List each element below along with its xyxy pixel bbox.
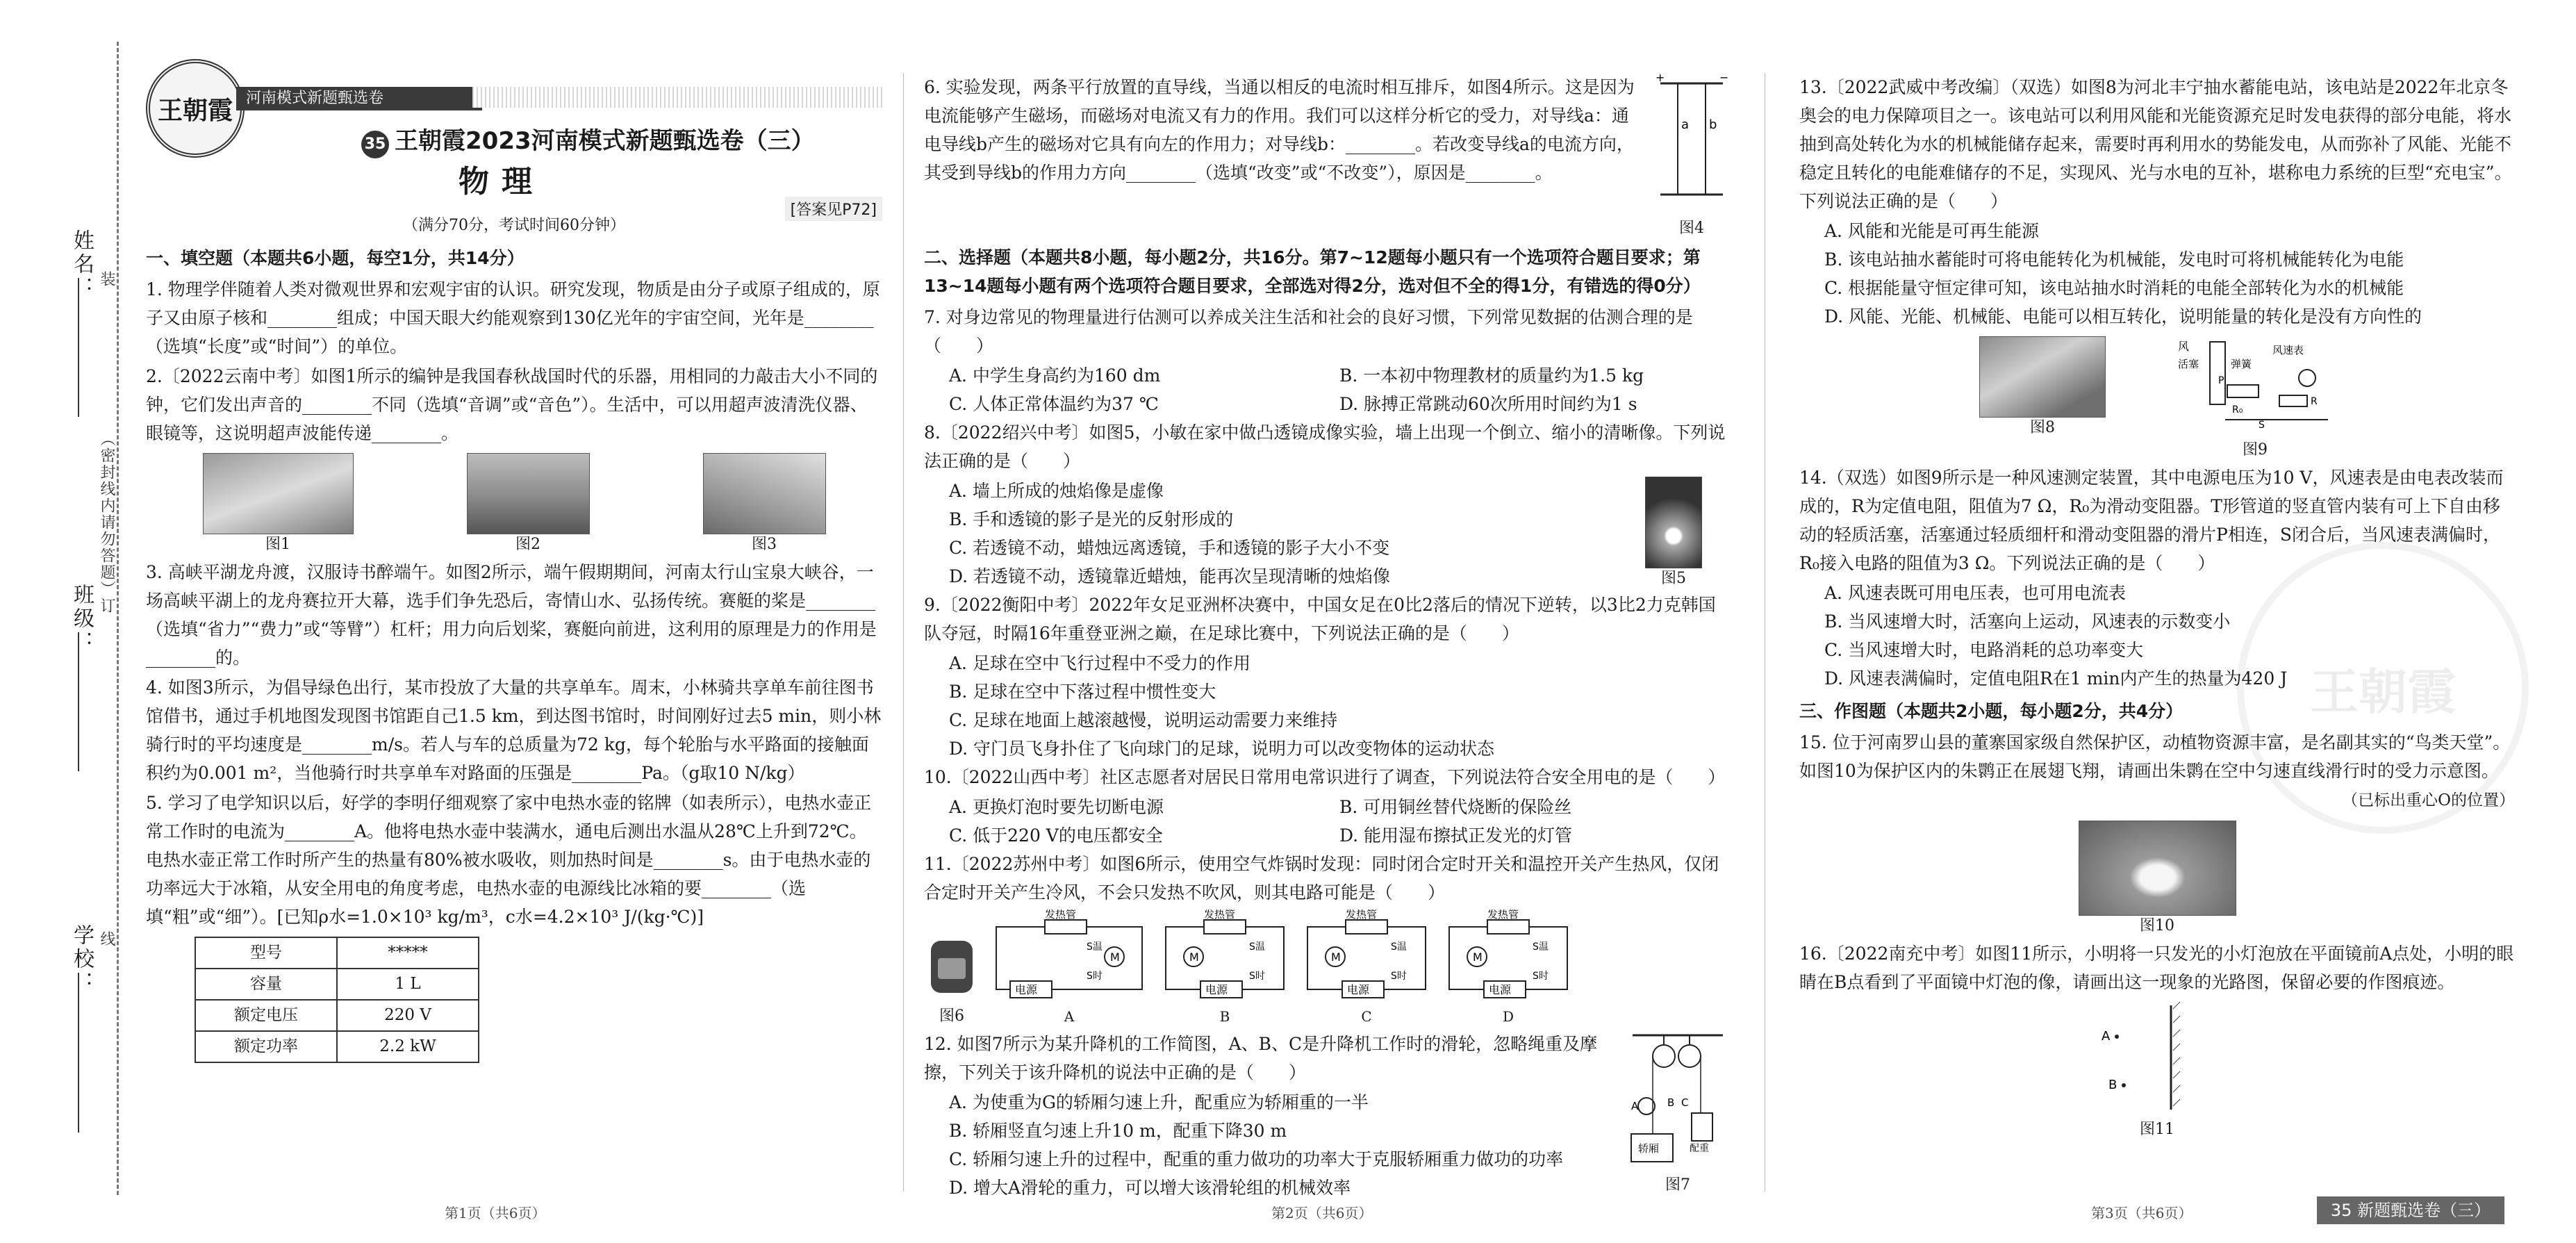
question-5: 5. 学习了电学知识以后，好学的李明仔细观察了家中电热水壶的铭牌（如表所示），电热水壶正常工作时的电流为________A。他将电热水壶中装满水，通电后测出水温从28℃上升到72℃。电热水壶正常工作时所产生的热量有80%被水吸收，则加热时间是________s。由于电热水壶的功率远大于冰箱，从安全用电的角度考虑，电热水壶的电源线比冰箱的要________（选填“粗”或“细”）。[已知ρ水=1.0×10³ kg/m³，c水=4.2×10³ J/(kg·℃)] bbox=[146, 793, 872, 927]
option[interactable]: A. 墙上所成的烛焰像是虚像 bbox=[949, 481, 1164, 501]
question-4: 4. 如图3所示，为倡导绿色出行，某市投放了大量的共享单车。周末，小林骑共享单车前往图书馆借书，通过手机地图发现图书馆距自己1.5 km，到达图书馆时，时间刚好过去5 min，则小林骑行时的平均速度是________m/s。若人与车的总质量为72 kg，每个轮胎与水平路面的接触面积约为0.001 m²，当他骑行时共享单车对路面的压强是________Pa。（g取10 N/kg） bbox=[146, 677, 882, 783]
column-2 bbox=[924, 73, 1730, 1202]
svg-text:发热管: 发热管 bbox=[1487, 909, 1519, 921]
figure-6: 图6 bbox=[924, 934, 980, 1027]
circuit-options bbox=[924, 909, 1730, 1027]
option[interactable]: A. 为使重为G的轿厢匀速上升，配重应为轿厢重的一半 bbox=[949, 1092, 1369, 1112]
svg-text:P: P bbox=[2218, 375, 2224, 386]
ibis-photo[interactable] bbox=[2079, 821, 2236, 916]
column-3 bbox=[1799, 73, 2515, 1143]
elevator-pulley-diagram bbox=[1626, 1030, 1730, 1169]
parallel-wires-diagram bbox=[1653, 73, 1730, 212]
seal-char: 线 bbox=[98, 931, 115, 948]
svg-text:S时: S时 bbox=[1249, 971, 1265, 982]
figure-4: a b + − 图4 bbox=[1653, 73, 1730, 239]
page-header bbox=[146, 38, 882, 219]
question-8: 8.〔2022绍兴中考〕如图5，小敏在家中做凸透镜成像实验，墙上出现一个倒立、缩小的清晰像。下列说法正确的是（ ） bbox=[924, 422, 1726, 471]
option[interactable]: A. 风速表既可用电压表，也可用电流表 bbox=[1824, 583, 2126, 603]
option[interactable]: C. 低于220 V的电压都安全 bbox=[949, 825, 1163, 846]
option[interactable]: A. 中学生身高约为160 dm bbox=[949, 365, 1161, 386]
circuit-d[interactable]: M 电源 发热管 S温 S时 D bbox=[1442, 909, 1574, 1027]
figure-11[interactable]: A B 图11 bbox=[2088, 1002, 2227, 1140]
question-13: 13.〔2022武威中考改编〕（双选）如图8为河北丰宁抽水蓄能电站，该电站是2022年北京冬奥会的电力保障项目之一。该电站可以利用风能和光能资源充足时发电获得的部分电能，将水抽到高处转化为水的机械能储存起来，需要时再利用水的势能发电，从而弥补了风能、光能不稳定且转化的电能难储存的不足，实现风、光与水电的互补，堪称电力系统的巨型“充电宝”。下列说法正确的是（ ） bbox=[1799, 77, 2512, 211]
question-3: 3. 高峡平湖龙舟渡，汉服诗书醉端午。如图2所示，端午假期期间，河南太行山宝泉大峡谷，一场高峡平湖上的龙舟赛拉开大幕，选手们争先恐后，寄情山水、弘扬传统。赛艇的桨是________（选填“省力”“费力”或“等臂”）杠杆；用力向后划桨，赛艇向前进，这利用的原理是力的作用是________的。 bbox=[146, 562, 877, 668]
svg-text:电源: 电源 bbox=[1205, 983, 1228, 996]
svg-text:电源: 电源 bbox=[1489, 983, 1512, 996]
svg-text:B: B bbox=[1667, 1096, 1675, 1109]
question-9: 9.〔2022衡阳中考〕2022年女足亚洲杯决赛中，中国女足在0比2落后的情况下逆转，以3比2力克韩国队夺冠，时隔16年重登亚洲之巅，在足球比赛中，下列说法正确的是（ ） bbox=[924, 595, 1716, 643]
figure-7: A B C 配重 轿厢 图7 bbox=[1626, 1030, 1730, 1202]
table-row: 额定功率 2.2 kW bbox=[195, 1031, 479, 1062]
figure-row-10 bbox=[1799, 821, 2515, 937]
mirror-diagram[interactable] bbox=[2088, 1002, 2227, 1113]
question-15-note: （已标出重心O的位置） bbox=[2342, 791, 2515, 809]
option[interactable]: D. 守门员飞身扑住了飞向球门的足球，说明力可以改变物体的运动状态 bbox=[949, 739, 1495, 759]
question-12: 12. 如图7所示为某升降机的工作简图，A、B、C是升降机工作时的滑轮，忽略绳重及摩擦，下列关于该升降机的说法中正确的是（ ） bbox=[924, 1034, 1598, 1083]
svg-text:风速表: 风速表 bbox=[2272, 344, 2304, 356]
section-drawing: 三、作图题（本题共2小题，每小题2分，共4分） bbox=[1799, 701, 2183, 721]
figure-1: 图1 bbox=[203, 453, 354, 555]
dragon-boat-photo bbox=[467, 453, 590, 534]
svg-text:S时: S时 bbox=[1391, 971, 1407, 982]
page-footer-3: 第3页（共6页） bbox=[2091, 1205, 2193, 1221]
figure-2: 图2 bbox=[467, 453, 590, 555]
option[interactable]: B. 轿厢竖直匀速上升10 m，配重下降30 m bbox=[949, 1121, 1287, 1141]
question-6: 6. 实验发现，两条平行放置的直导线，当通以相反的电流时相互排斥，如图4所示。这是因为电流能够产生磁场，而磁场对电流又有力的作用。我们可以这样分析它的受力，对导线a：通电导线b产生的磁场对它具有向左的作用力；对导线b：________。若改变导线a的电流方向，其受到导线b的作用力方向________（选填“改变”或“不改变”），原因是________。 bbox=[924, 77, 1635, 183]
circuit-c[interactable]: M 电源 发热管 S温 S时 C bbox=[1301, 909, 1433, 1027]
option[interactable]: B. 当风速增大时，活塞向上运动，风速表的示数变小 bbox=[1824, 611, 2231, 632]
svg-text:S温: S温 bbox=[1249, 941, 1265, 953]
svg-text:发热管: 发热管 bbox=[1204, 909, 1236, 921]
svg-text:M: M bbox=[1110, 950, 1120, 964]
name-field[interactable] bbox=[78, 278, 79, 417]
question-7: 7. 对身边常见的物理量进行估测可以养成关注生活和社会的良好习惯，下列常见数据的估测合理的是（ ） bbox=[924, 307, 1693, 356]
figure-row-11 bbox=[1799, 1002, 2515, 1140]
seal-char: 装 bbox=[98, 271, 115, 288]
subject-title: 物理 bbox=[459, 164, 545, 199]
option[interactable]: B. 可用铜丝替代烧断的保险丝 bbox=[1339, 797, 1572, 817]
circuit-b[interactable]: M 电源 发热管 S温 S时 B bbox=[1159, 909, 1291, 1027]
svg-text:b: b bbox=[1709, 117, 1717, 132]
column-1 bbox=[146, 208, 882, 1063]
column-divider bbox=[903, 73, 904, 1192]
question-2: 2.〔2022云南中考〕如图1所示的编钟是我国春秋战国时代的乐器，用相同的力敲击大小不同的钟，它们发出声音的________不同（选填“音调”或“音色”）。生活中，可以用超声波清洗仪器、眼镜等，这说明超声波能传递________。 bbox=[146, 366, 878, 443]
svg-text:B: B bbox=[2108, 1078, 2117, 1092]
option[interactable]: B. 一本初中物理教材的质量约为1.5 kg bbox=[1339, 365, 1644, 386]
svg-text:R₀: R₀ bbox=[2232, 404, 2243, 415]
svg-text:S时: S时 bbox=[1087, 971, 1103, 982]
svg-text:S温: S温 bbox=[1533, 941, 1549, 953]
svg-text:S温: S温 bbox=[1391, 941, 1407, 953]
question-10-options bbox=[924, 793, 1730, 850]
seal-char: 订 bbox=[98, 598, 115, 614]
option[interactable]: D. 风速表满偏时，定值电阻R在1 min内产生的热量为420 J bbox=[1824, 668, 2288, 689]
svg-text:a: a bbox=[1681, 117, 1690, 132]
option[interactable]: C. 若透镜不动，蜡烛远离透镜，手和透镜的影子大小不变 bbox=[949, 538, 1390, 558]
svg-text:弹簧: 弹簧 bbox=[2231, 358, 2252, 370]
svg-text:发热管: 发热管 bbox=[1045, 909, 1077, 921]
candle-image bbox=[1645, 477, 1702, 568]
question-7-options bbox=[924, 361, 1730, 418]
page-footer-1: 第1页（共6页） bbox=[445, 1205, 546, 1221]
seal-line bbox=[117, 42, 119, 1195]
option[interactable]: D. 风能、光能、机械能、电能可以相互转化，说明能量的转化是没有方向性的 bbox=[1824, 306, 2422, 327]
svg-text:M: M bbox=[1473, 950, 1483, 964]
figure-5: 图5 bbox=[1645, 477, 1702, 591]
table-row: 额定电压 220 V bbox=[195, 1000, 479, 1031]
exam-number: 35 bbox=[361, 131, 389, 158]
svg-text:−: − bbox=[1719, 73, 1729, 84]
question-11: 11.〔2022苏州中考〕如图6所示，使用空气炸锅时发现：同时闭合定时开关和温控开关产生热风，仅闭合定时开关产生冷风，不会只发热不吹风，则其电路可能是（ ） bbox=[924, 854, 1719, 903]
figure-3: 图3 bbox=[703, 453, 826, 555]
option[interactable]: B. 足球在空中下落过程中惯性变大 bbox=[949, 682, 1216, 702]
svg-text:S温: S温 bbox=[1087, 941, 1103, 953]
svg-text:A: A bbox=[2102, 1029, 2111, 1044]
question-16: 16.〔2022南充中考〕如图11所示，小明将一只发光的小灯泡放在平面镜前A点处，小明的眼睛在B点看到了平面镜中灯泡的像，请画出这一现象的光路图，保留必要的作图痕迹。 bbox=[1799, 944, 2514, 992]
option[interactable]: C. 当风速增大时，电路消耗的总功率变大 bbox=[1824, 640, 2144, 660]
option[interactable]: D. 若透镜不动，透镜靠近蜡烛，能再次呈现清晰的烛焰像 bbox=[949, 566, 1391, 586]
brand-logo: 王朝霞 bbox=[146, 59, 245, 158]
svg-text:轿厢: 轿厢 bbox=[1638, 1142, 1660, 1155]
option[interactable]: B. 手和透镜的影子是光的反射形成的 bbox=[949, 509, 1234, 529]
air-fryer-icon bbox=[924, 934, 980, 1000]
option[interactable]: D. 脉搏正常跳动60次所用时间约为1 s bbox=[1339, 394, 1637, 414]
exam-title: 35 王朝霞2023河南模式新题甄选卷（三） bbox=[361, 122, 815, 158]
option[interactable]: B. 该电站抽水蓄能时可将电能转化为机械能，发电时可将机械能转化为电能 bbox=[1824, 249, 2404, 270]
svg-text:电源: 电源 bbox=[1347, 983, 1370, 996]
nameplate-table bbox=[195, 937, 479, 1063]
shared-bike-photo bbox=[703, 453, 826, 534]
option[interactable]: A. 风能和光能是可再生能源 bbox=[1824, 221, 2039, 241]
question-10: 10.〔2022山西中考〕社区志愿者对居民日常用电常识进行了调查，下列说法符合安全用电的是（ ） bbox=[924, 767, 1726, 787]
figure-8: 图8 bbox=[1979, 336, 2106, 461]
answer-reference: [答案见P72] bbox=[785, 197, 882, 221]
page-footer-2: 第2页（共6页） bbox=[1271, 1205, 1373, 1221]
class-label: 班级： bbox=[69, 584, 94, 655]
figure-row-1-3 bbox=[146, 453, 882, 555]
exam-info: （满分70分，考试时间60分钟） bbox=[403, 217, 625, 234]
option[interactable]: C. 人体正常体温约为37 ℃ bbox=[949, 394, 1159, 414]
binding-margin bbox=[0, 0, 139, 1243]
circuit-a[interactable]: M 电源 发热管 S温 S时 A bbox=[989, 909, 1149, 1027]
option[interactable]: C. 根据能量守恒定律可知，该电站抽水时消耗的电能全部转化为水的机械能 bbox=[1824, 278, 2404, 298]
name-label: 姓名： bbox=[69, 229, 94, 300]
svg-text:M: M bbox=[1331, 950, 1341, 964]
decorative-stripe bbox=[472, 87, 882, 108]
section-fill-in: 一、填空题（本题共6小题，每空1分，共14分） bbox=[146, 248, 525, 268]
figure-10[interactable]: 图10 bbox=[2079, 821, 2236, 937]
svg-text:风: 风 bbox=[2178, 340, 2190, 353]
school-field[interactable] bbox=[78, 973, 79, 1133]
option[interactable]: A. 更换灯泡时要先切断电源 bbox=[949, 797, 1164, 817]
series-badge: 35 新题甄选卷（三） bbox=[2317, 1196, 2504, 1224]
svg-text:配重: 配重 bbox=[1690, 1143, 1709, 1154]
svg-text:活塞: 活塞 bbox=[2178, 358, 2199, 370]
question-15: 15. 位于河南罗山县的董寨国家级自然保护区，动植物资源丰富，是名副其实的“鸟类天堂”。如图10为保护区内的朱鹮正在展翅飞翔，请画出朱鹮在空中匀速直线滑行时的受力示意图。 bbox=[1799, 732, 2511, 781]
school-label: 学校： bbox=[69, 924, 94, 995]
svg-text:+: + bbox=[1656, 73, 1665, 84]
option[interactable]: D. 能用湿布擦拭正发光的灯管 bbox=[1339, 825, 1573, 846]
svg-text:R: R bbox=[2311, 396, 2318, 407]
table-row: 型号 ***** bbox=[195, 937, 479, 969]
svg-text:S: S bbox=[2259, 420, 2265, 431]
class-field[interactable] bbox=[78, 632, 79, 771]
seal-note: （密封线内请勿答题） bbox=[98, 431, 115, 598]
svg-text:M: M bbox=[1189, 950, 1199, 964]
question-14: 14.（双选）如图9所示是一种风速测定装置，其中电源电压为10 V，风速表是由电表改装而成的，R为定值电阻，阻值为7 Ω，R₀为滑动变阻器。T形管道的竖直管内装有可上下自由移动的轻质活塞，活塞通过轻质细杆和滑动变阻器的滑片P相连，S闭合后，当风速表满偏时，R₀接入电路的阻值为3 Ω。下列说法正确的是（ ） bbox=[1799, 468, 2504, 573]
figure-9: 风 活塞 弹簧 风速表 P R₀ R S 图9 bbox=[2175, 336, 2335, 461]
series-banner: 河南模式新题甄选卷 bbox=[236, 87, 482, 110]
question-1: 1. 物理学伴随着人类对微观世界和宏观宇宙的认识。研究发现，物质是由分子或原子组成的，原子又由原子核和________组成；中国天眼大约能观察到130亿光年的宇宙空间，光年是________（选填“长度”或“时间”）的单位。 bbox=[146, 279, 880, 356]
svg-text:S时: S时 bbox=[1533, 971, 1549, 982]
wind-speed-circuit bbox=[2175, 336, 2335, 434]
option[interactable]: C. 轿厢匀速上升的过程中，配重的重力做功的功率大于克服轿厢重力做功的功率 bbox=[949, 1149, 1564, 1169]
svg-text:发热管: 发热管 bbox=[1346, 909, 1378, 921]
option[interactable]: D. 增大A滑轮的重力，可以增大该滑轮组的机械效率 bbox=[949, 1178, 1351, 1198]
svg-text:A: A bbox=[1631, 1100, 1639, 1112]
table-row: 容量 1 L bbox=[195, 969, 479, 1000]
svg-text:电源: 电源 bbox=[1015, 983, 1038, 996]
section-choice: 二、选择题（本题共8小题，每小题2分，共16分。第7~12题每小题只有一个选项符合题目要求；第13~14题每小题有两个选项符合题目要求，全部选对得2分，选对但不全的得1分，有错选的得0分） bbox=[924, 247, 1701, 296]
figure-row-8-9 bbox=[1799, 336, 2515, 461]
option[interactable]: A. 足球在空中飞行过程中不受力的作用 bbox=[949, 653, 1250, 673]
power-station-photo bbox=[1979, 336, 2106, 418]
watermark-seal: 王朝霞 bbox=[2237, 542, 2529, 834]
option[interactable]: C. 足球在地面上越滚越慢，说明运动需要力来维持 bbox=[949, 710, 1338, 730]
svg-text:C: C bbox=[1681, 1096, 1689, 1109]
bells-photo bbox=[203, 453, 354, 534]
